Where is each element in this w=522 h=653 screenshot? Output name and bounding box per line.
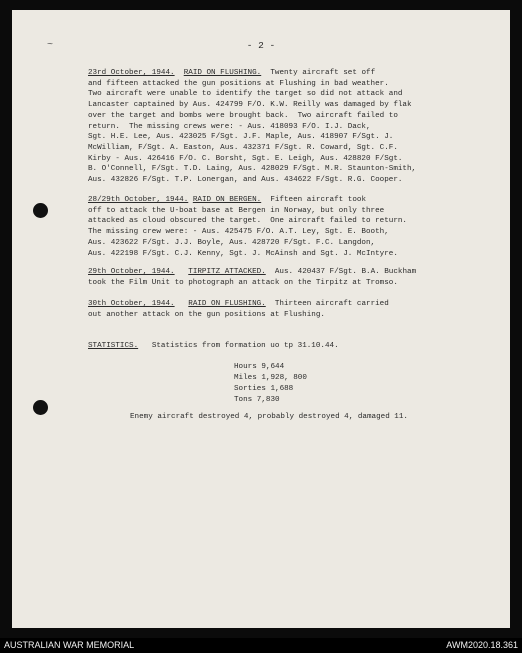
section-raid-flushing-30 bbox=[88, 299, 488, 320]
stat-miles: Miles 1,928, 800 bbox=[234, 374, 307, 382]
section-text: attacked as cloud obscured the target. One aircraft failed to return. bbox=[88, 217, 407, 226]
section-text: Sgt. H.E. Lee, Aus. 423025 F/Sgt. J.F. Maple, Aus. 418907 F/Sgt. J. bbox=[88, 133, 394, 142]
section-text: Kirby - Aus. 426416 F/O. C. Borsht, Sgt. E. Leigh, Aus. 428820 F/Sgt. bbox=[88, 154, 403, 163]
section-text: Two aircraft were unable to identify the target so did not attack and bbox=[88, 90, 403, 99]
punch-hole bbox=[33, 400, 48, 415]
page-number: - 2 - bbox=[246, 40, 276, 51]
section-text: Lancaster captained by Aus. 424799 F/O. K.W. Reilly was damaged by flak bbox=[88, 101, 412, 110]
statistics-heading-line bbox=[88, 341, 488, 352]
section-text: McWilliam, F/Sgt. A. Easton, Aus. 432371 F/Sgt. R. Coward, Sgt. C.F. bbox=[88, 143, 398, 152]
section-date: 23rd October, 1944. bbox=[88, 69, 175, 77]
section-title: RAID ON BERGEN. bbox=[192, 196, 262, 204]
section-raid-flushing-23 bbox=[88, 68, 488, 186]
statistics-heading: STATISTICS. bbox=[88, 342, 139, 350]
section-text: Thirteen aircraft carried bbox=[274, 300, 389, 308]
section-text: out another attack on the gun positions at Flushing. bbox=[88, 310, 325, 319]
statistics-intro: Statistics from formation uo tp 31.10.44. bbox=[151, 342, 339, 350]
stat-tons: Tons 7,830 bbox=[234, 396, 280, 404]
section-date: 29th October, 1944. bbox=[88, 268, 175, 276]
section-date: 30th October, 1944. bbox=[88, 300, 175, 308]
section-text: Aus. 423622 F/Sgt. J.J. Boyle, Aus. 428720 F/Sgt. F.C. Langdon, bbox=[88, 238, 376, 247]
section-text: Aus. 420437 F/Sgt. B.A. Buckham bbox=[274, 268, 417, 276]
section-title: RAID ON FLUSHING. bbox=[188, 300, 266, 308]
section-text: Aus. 432826 F/Sgt. T.P. Lonergan, and Aus. 434622 F/Sgt. R.G. Cooper. bbox=[88, 176, 403, 185]
section-text: The missing crew were: - Aus. 425475 F/O. A.T. Ley, Sgt. E. Booth, bbox=[88, 228, 389, 237]
section-text: Aus. 422198 F/Sgt. C.J. Kenny, Sgt. J. McAinsh and Sgt. J. McIntyre. bbox=[88, 249, 398, 258]
stat-sorties: Sorties 1,688 bbox=[234, 385, 294, 393]
punch-hole bbox=[33, 203, 48, 218]
section-tirpitz bbox=[88, 267, 488, 288]
section-text: B. O'Connell, F/Sgt. T.D. Laing, Aus. 428029 F/Sgt. M.R. Staunton-Smith, bbox=[88, 165, 417, 174]
section-text: took the Film Unit to photograph an attack on the Tirpitz at Tromso. bbox=[88, 278, 398, 287]
section-title: TIRPITZ ATTACKED. bbox=[188, 268, 266, 276]
section-text: return. The missing crews were: - Aus. 418093 F/O. I.J. Dack, bbox=[88, 122, 371, 131]
section-text: Fifteen aircraft took bbox=[270, 196, 367, 204]
enemy-aircraft-summary: Enemy aircraft destroyed 4, probably destroyed 4, damaged 11. bbox=[130, 413, 408, 421]
section-text: off to attack the U-boat base at Bergen in Norway, but only three bbox=[88, 206, 385, 215]
section-text: and fifteen attacked the gun positions at Flushing in bad weather. bbox=[88, 79, 389, 88]
section-text: Twenty aircraft set off bbox=[270, 69, 376, 77]
section-title: RAID ON FLUSHING. bbox=[183, 69, 262, 77]
footer-institution: AUSTRALIAN WAR MEMORIAL bbox=[4, 640, 135, 650]
section-raid-bergen bbox=[88, 195, 488, 259]
section-text: over the target and bombs were brought back. Two aircraft failed to bbox=[88, 111, 398, 120]
archive-footer bbox=[0, 638, 522, 653]
stat-hours: Hours 9,644 bbox=[234, 363, 285, 371]
footer-accession-number: AWM2020.18.361 bbox=[446, 640, 518, 650]
section-date: 28/29th October, 1944. bbox=[88, 196, 189, 204]
statistics-list bbox=[234, 362, 307, 406]
document-page bbox=[12, 10, 510, 628]
pencil-mark: ~ bbox=[47, 40, 54, 51]
